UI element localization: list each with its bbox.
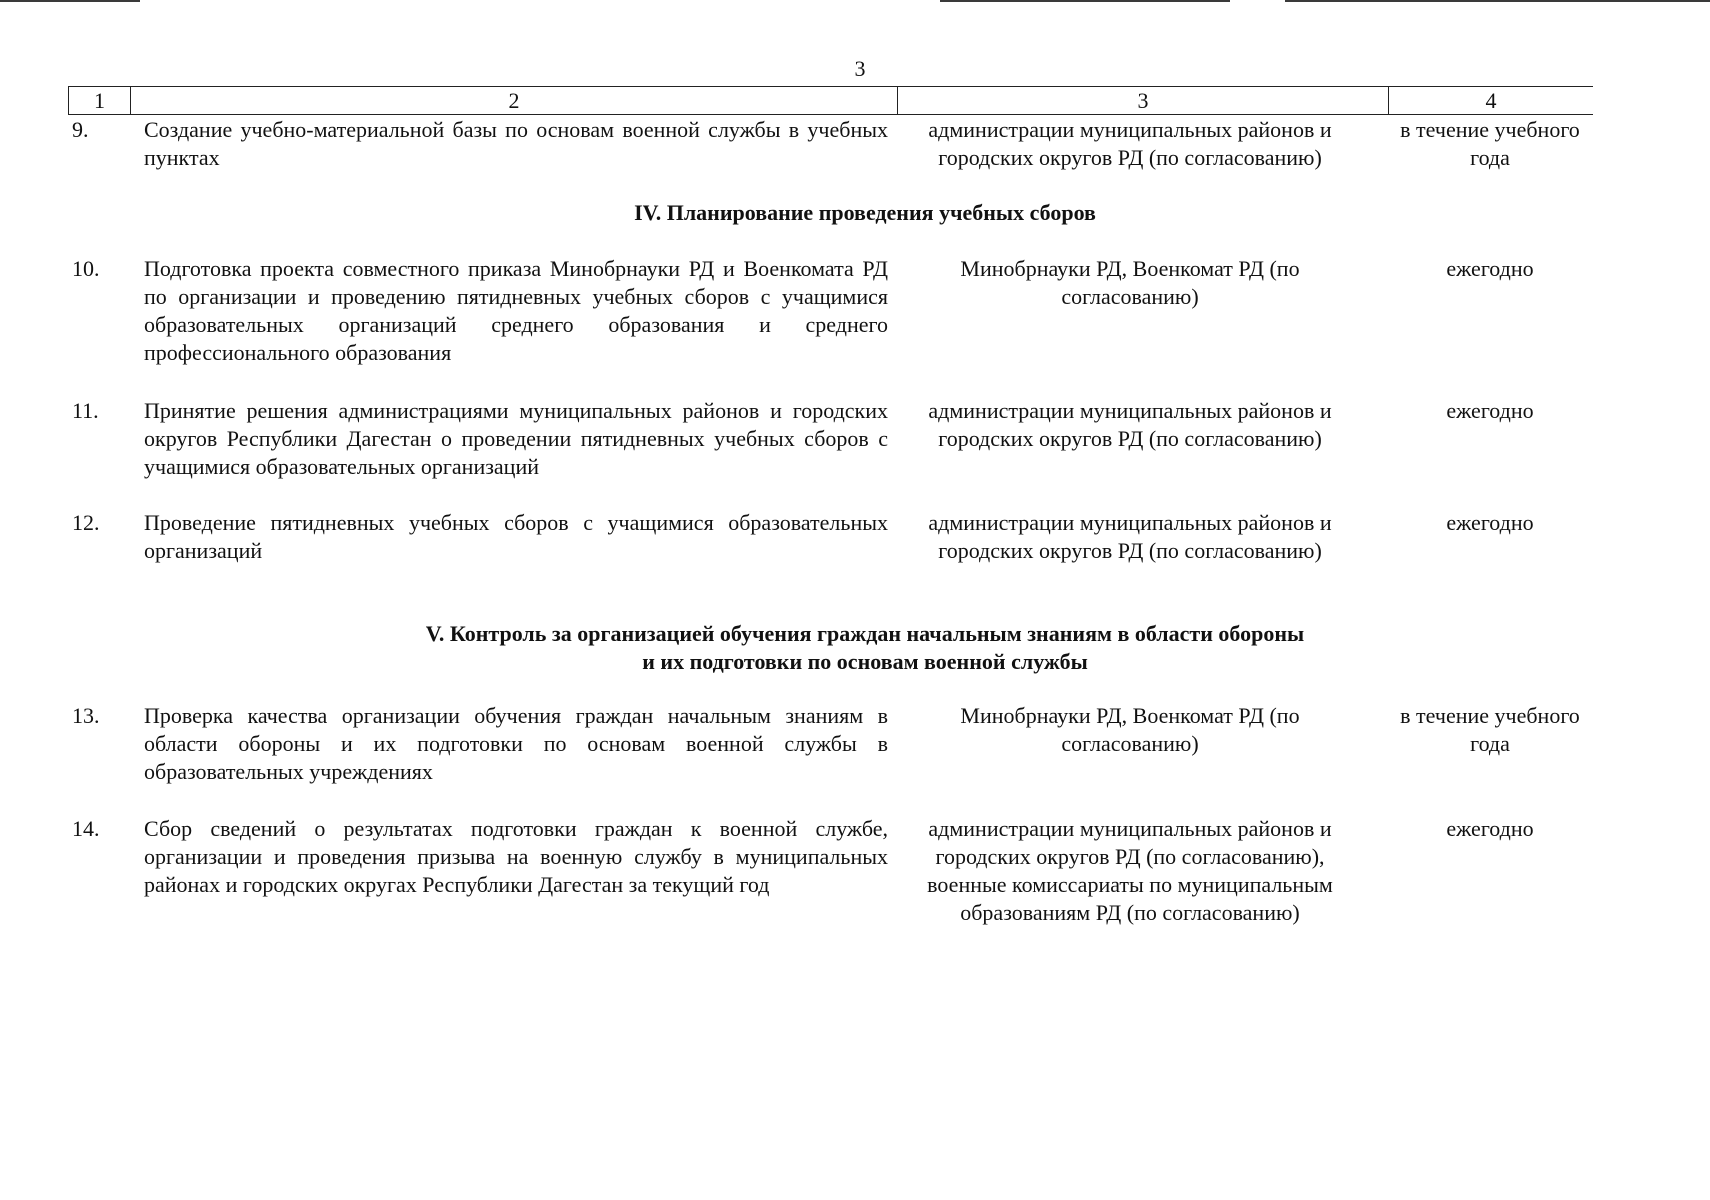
table-header-col-1: 1 [69,87,131,114]
table-header-col-4: 4 [1485,88,1497,113]
row-term: в течение учебного года [1400,117,1580,170]
row-description: Подготовка проекта совместного приказа Минобрнауки РД и Военкомата РД по организации и проведению пятидневных учебных сборов с учащимися образовательных организаций среднего образования и среднего профессионального образования [144,256,888,365]
row-responsible: администрации муниципальных районов и городских округов РД (по согласованию) [928,398,1332,451]
row-number: 12. [72,510,100,535]
row-number: 11. [72,398,99,423]
row-number: 9. [72,117,89,142]
row-term: ежегодно [1446,510,1534,535]
row-responsible: администрации муниципальных районов и городских округов РД (по согласованию) [928,117,1332,170]
page-number: 3 [854,56,866,81]
row-description: Проведение пятидневных учебных сборов с учащимися образовательных организаций [144,510,888,563]
row-term: в течение учебного года [1400,703,1580,756]
scan-artifact-line [940,0,1230,2]
section-title-v-line-1: V. Контроль за организацией обучения граждан начальным знаниям в области обороны [425,621,1305,646]
row-number: 13. [72,703,100,728]
table-header-col-3: 3 [898,87,1389,114]
row-term: ежегодно [1446,816,1534,841]
scan-artifact-line [1285,0,1710,2]
section-title-iv: IV. Планирование проведения учебных сборов [634,200,1096,225]
row-term: ежегодно [1446,256,1534,281]
row-responsible: администрации муниципальных районов и городских округов РД (по согласованию), военные комиссариаты по муниципальным образованиям РД (по согласованию) [927,816,1333,925]
row-number: 14. [72,816,100,841]
row-responsible: Минобрнауки РД, Военкомат РД (по согласованию) [960,256,1300,309]
row-description: Сбор сведений о результатах подготовки граждан к военной службе, организации и проведения призыва на военную службу в муниципальных районах и городских округах Республики Дагестан за текущий год [144,816,888,897]
row-description: Создание учебно-материальной базы по основам военной службы в учебных пунктах [144,117,888,170]
row-description: Проверка качества организации обучения граждан начальным знаниям в области обороны и их подготовки по основам военной службы в образовательных учреждениях [144,703,888,784]
row-responsible: Минобрнауки РД, Военкомат РД (по согласованию) [960,703,1300,756]
section-title-v [140,620,1590,676]
row-term: ежегодно [1446,398,1534,423]
scan-artifact-line [0,0,140,2]
row-number: 10. [72,256,100,281]
row-responsible: администрации муниципальных районов и городских округов РД (по согласованию) [928,510,1332,563]
table-header-row [68,86,1593,115]
row-description: Принятие решения администрациями муниципальных районов и городских округов Республики Дагестан о проведении пятидневных учебных сборов с учащимися образовательных организаций [144,398,888,479]
section-title-v-line-2: и их подготовки по основам военной службы [642,649,1088,674]
table-header-col-2: 2 [131,87,898,114]
